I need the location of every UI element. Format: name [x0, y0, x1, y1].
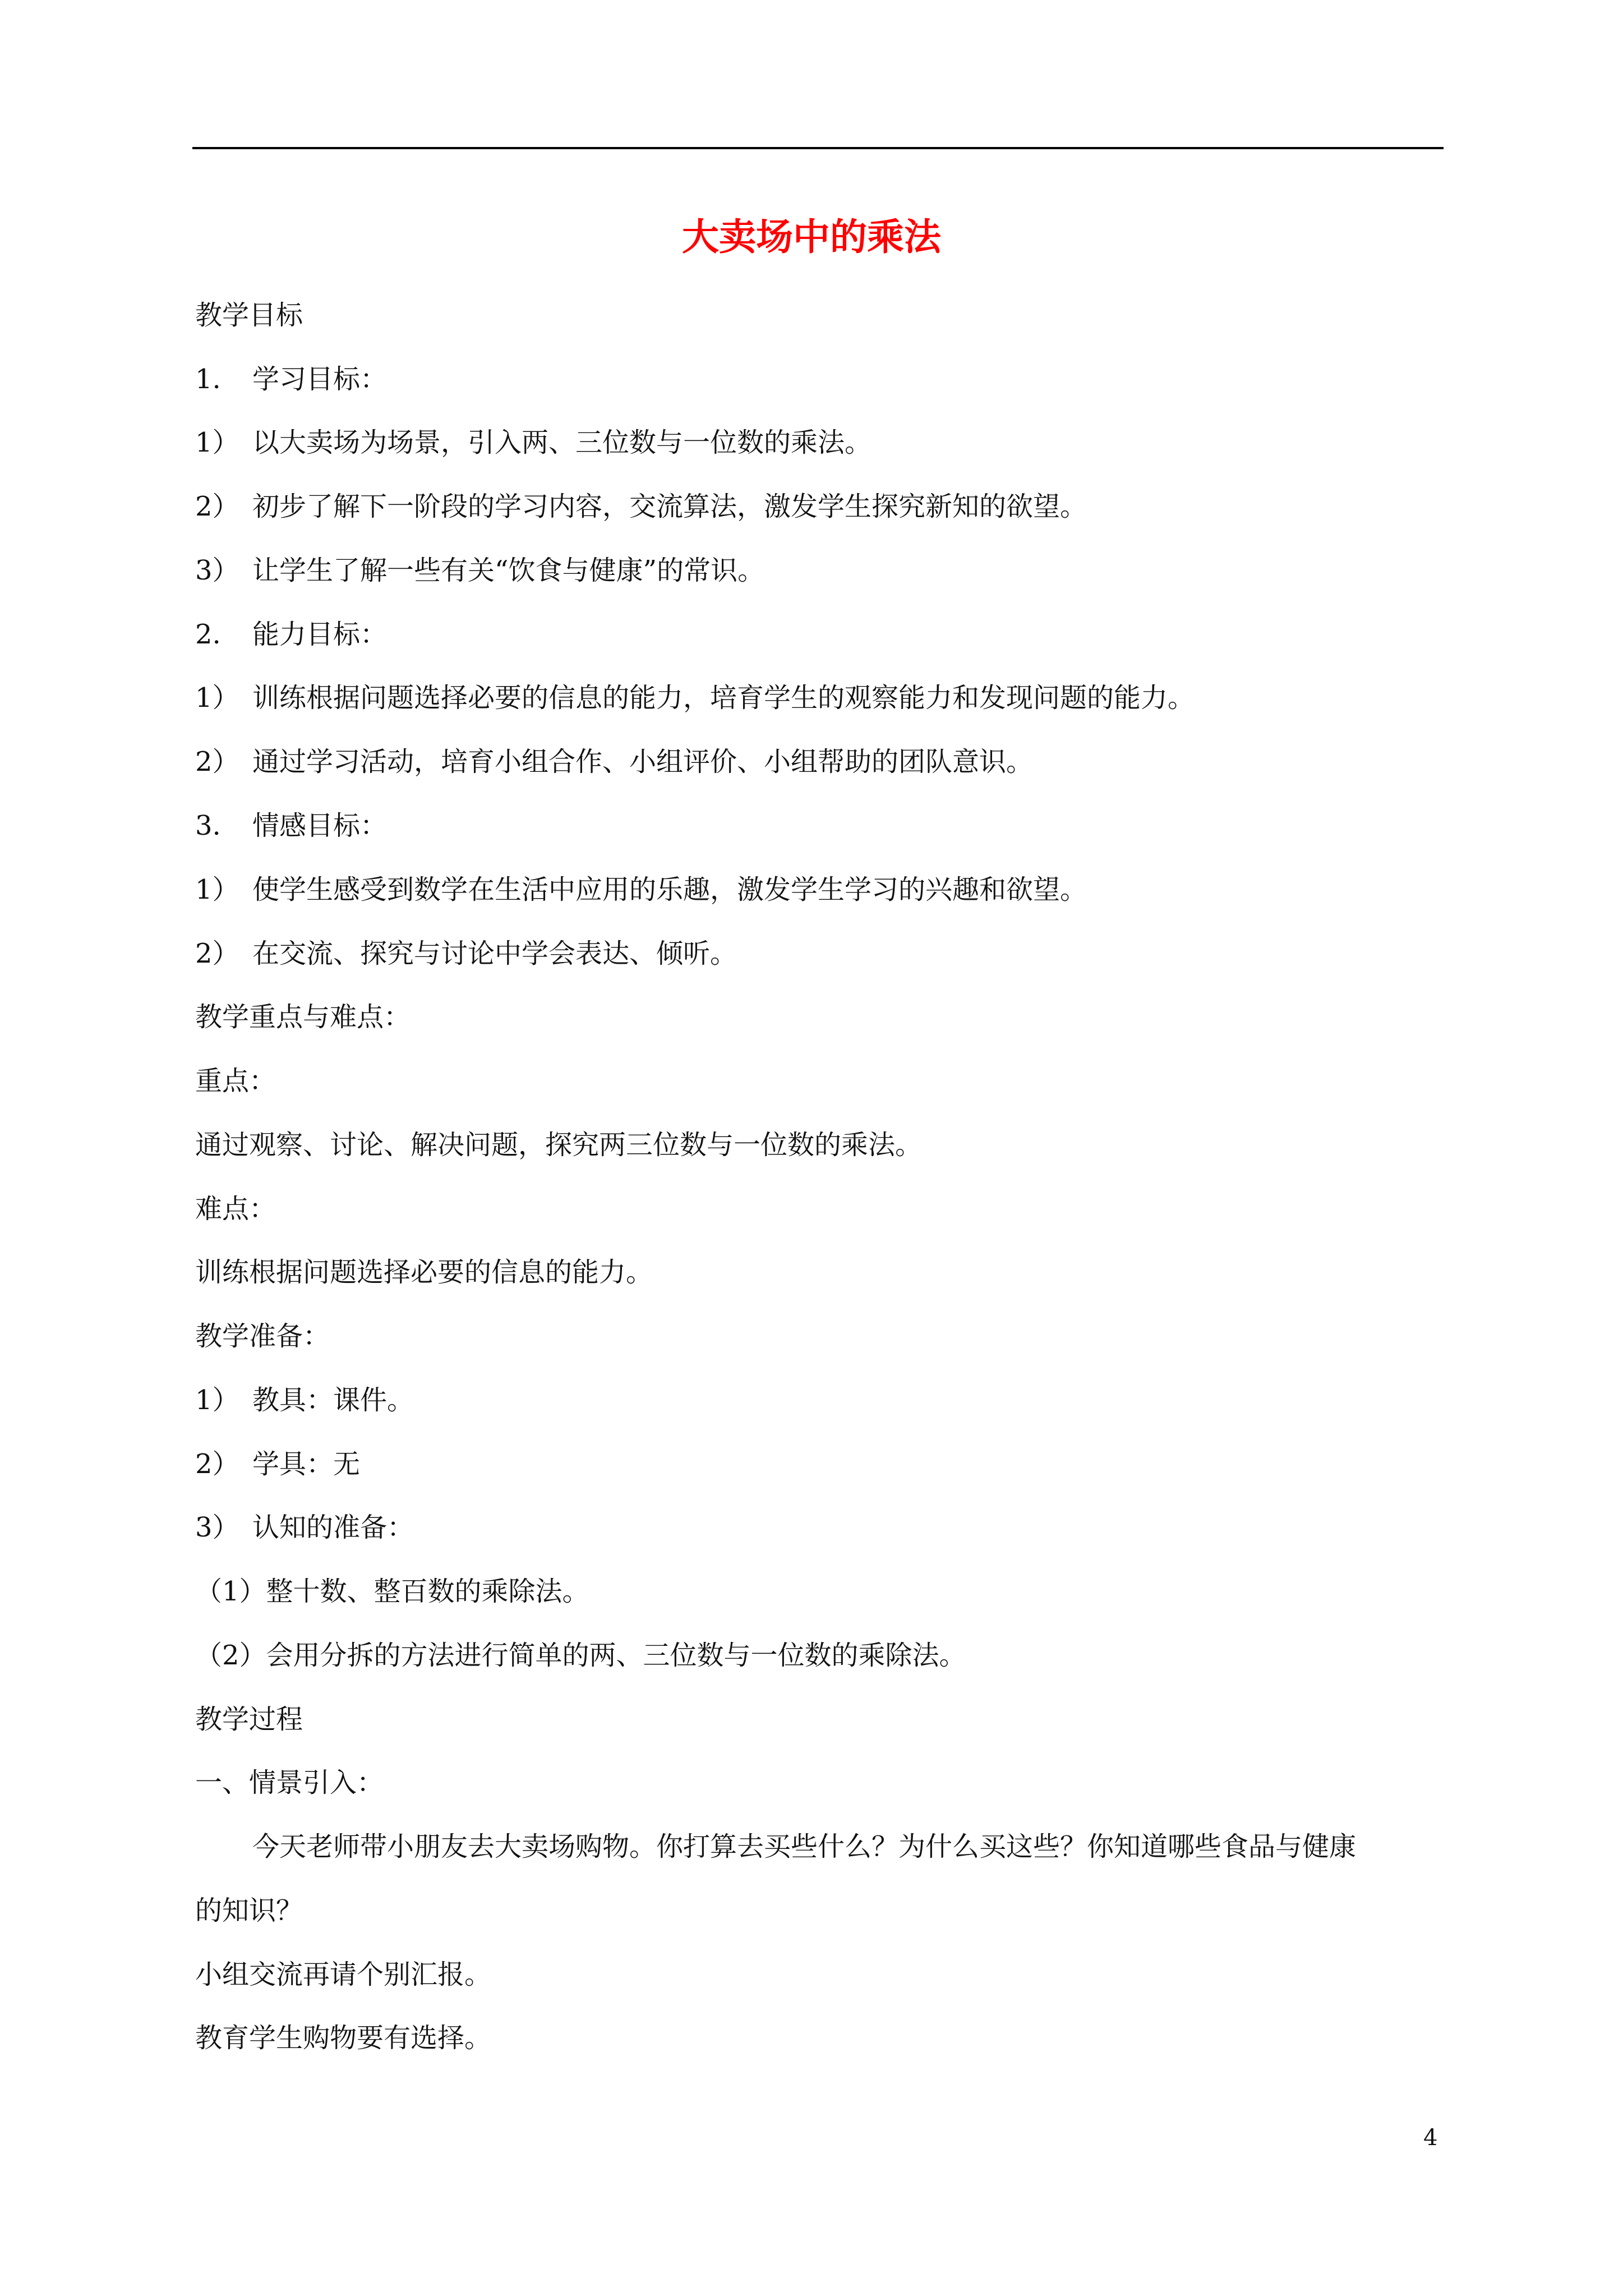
header-rule: [192, 147, 1444, 149]
list-item: [195, 1447, 360, 1481]
paragraph-continuation: [195, 1894, 303, 1927]
line-text: 情感目标：: [252, 810, 388, 841]
list-number: 2）: [195, 938, 239, 969]
line-text: 初步了解下一阶段的学习内容，交流算法，激发学生探究新知的欲望。: [252, 491, 1087, 522]
paragraph: [252, 1830, 1356, 1864]
list-item: [195, 809, 387, 843]
paragraph: [195, 2021, 491, 2055]
line-text: 通过观察、讨论、解决问题，探究两三位数与一位数的乘法。: [195, 1129, 923, 1161]
list-item: [195, 1383, 414, 1417]
list-item: [195, 937, 737, 970]
line-text: 重点：: [195, 1065, 276, 1097]
line-text: 学习目标：: [252, 364, 388, 395]
sub-list-item: [195, 1639, 966, 1672]
list-item: [195, 745, 1033, 779]
section-heading-objectives: [195, 298, 303, 332]
list-item: [195, 362, 387, 396]
line-text: 使学生感受到数学在生活中应用的乐趣，激发学生学习的兴趣和欲望。: [252, 874, 1087, 905]
paragraph: [195, 1255, 653, 1289]
line-text: 认知的准备：: [252, 1512, 414, 1543]
line-text: 教育学生购物要有选择。: [195, 2022, 492, 2054]
list-number: 3）: [195, 555, 239, 586]
section-heading-key-points: [195, 1000, 411, 1034]
line-text: 教具：课件。: [252, 1384, 414, 1416]
list-number: 1）: [195, 874, 239, 905]
subheading-focus: [195, 1064, 276, 1098]
paragraph: [195, 1958, 491, 1991]
line-text: 让学生了解一些有关“饮食与健康”的常识。: [252, 555, 765, 586]
line-text: 教学准备：: [195, 1320, 330, 1352]
list-number: 2）: [195, 1448, 239, 1480]
list-number: 2）: [195, 491, 239, 522]
line-text: 小组交流再请个别汇报。: [195, 1959, 492, 1990]
list-item: [195, 490, 1087, 523]
line-text: 通过学习活动，培育小组合作、小组评价、小组帮助的团队意识。: [252, 746, 1034, 777]
list-number: 1.: [195, 364, 221, 395]
line-text: 能力目标：: [252, 619, 388, 650]
page-number: 4: [1423, 2125, 1438, 2151]
list-item: [195, 681, 1195, 715]
line-text: 的知识？: [195, 1895, 303, 1926]
list-item: [195, 873, 1087, 907]
list-item: [195, 1511, 414, 1544]
line-text: 训练根据问题选择必要的信息的能力，培育学生的观察能力和发现问题的能力。: [252, 682, 1195, 714]
line-text: 教学过程: [195, 1704, 303, 1735]
list-number: 3.: [195, 810, 221, 841]
paragraph: [195, 1128, 922, 1162]
line-text: 在交流、探究与讨论中学会表达、倾听。: [252, 938, 737, 969]
subheading-intro: [195, 1766, 384, 1800]
list-item: [195, 554, 764, 587]
list-number: 1）: [195, 682, 239, 714]
list-number: 3）: [195, 1512, 239, 1543]
line-text: 训练根据问题选择必要的信息的能力。: [195, 1257, 653, 1288]
list-number: 2.: [195, 619, 221, 650]
list-item: [195, 426, 872, 459]
line-text: 今天老师带小朋友去大卖场购物。你打算去买些什么？为什么买这些？你知道哪些食品与健康: [252, 1831, 1357, 1862]
line-text: 教学目标: [195, 300, 303, 331]
list-number: 2）: [195, 746, 239, 777]
section-heading-process: [195, 1703, 303, 1736]
list-number: 1）: [195, 1384, 239, 1416]
document-title: 大卖场中的乘法: [682, 215, 941, 259]
list-item: [195, 618, 387, 651]
line-text: 一、情景引入：: [195, 1767, 384, 1798]
line-text: 学具：无: [252, 1448, 361, 1480]
line-text: 教学重点与难点：: [195, 1001, 411, 1033]
sub-list-item: [195, 1575, 589, 1608]
line-text: 难点：: [195, 1193, 276, 1225]
subheading-difficulty: [195, 1192, 276, 1226]
line-text: （1）整十数、整百数的乘除法。: [195, 1576, 589, 1607]
line-text: （2）会用分拆的方法进行简单的两、三位数与一位数的乘除法。: [195, 1640, 966, 1671]
list-number: 1）: [195, 427, 239, 458]
line-text: 以大卖场为场景，引入两、三位数与一位数的乘法。: [252, 427, 872, 458]
section-heading-preparation: [195, 1319, 330, 1353]
